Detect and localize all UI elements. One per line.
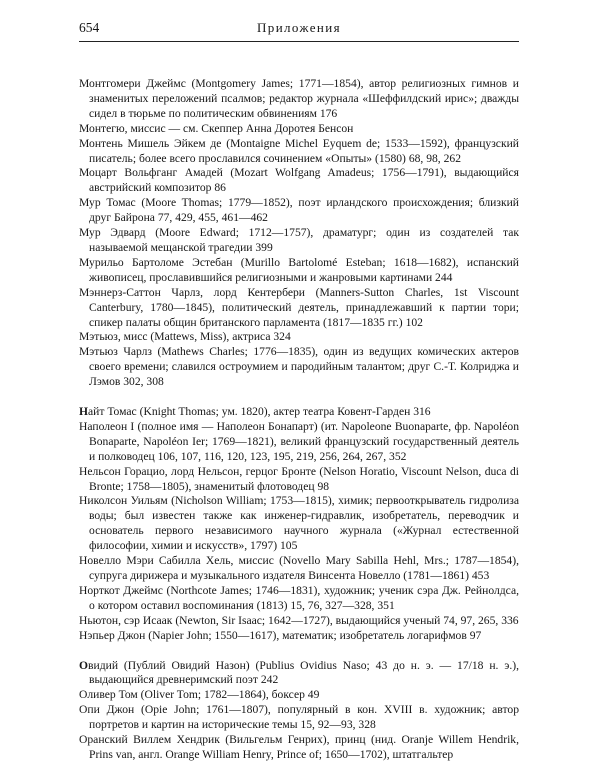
index-entry <box>79 166 519 196</box>
index-entry-text: Оранский Виллем Хендрик (Вильгельм Генрих), принц (нид. Oranje Willem Hendrik, Prins van, англ. Orange William Henry, Prince of; 1650—1702), штатгальтер <box>79 733 519 761</box>
index-entry <box>79 420 519 465</box>
index-entry <box>79 465 519 495</box>
index-entry-text: Ньютон, сэр Исаак (Newton, Sir Isaac; 1642—1727), выдающийся ученый 74, 97, 265, 336 <box>79 613 519 627</box>
index-entry <box>79 122 519 137</box>
index-section <box>79 405 519 644</box>
index-entry <box>79 703 519 733</box>
index-entry <box>79 226 519 256</box>
index-entry-text: Монтень Мишель Эйкем де (Montaigne Michel Eyquem de; 1533—1592), французский писатель; более всего прославился сочинением «Опыты» (1580) 68, 98, 262 <box>79 136 519 165</box>
index-entry-text: айт Томас (Knight Thomas; ум. 1820), актер театра Ковент-Гарден 316 <box>88 405 431 419</box>
index-entry <box>79 494 519 554</box>
index-entry-text: Монтегю, миссис — см. Скеппер Анна Доротея Бенсон <box>79 121 354 135</box>
index-entry <box>79 629 519 644</box>
index-entry <box>79 330 519 345</box>
index-entry-text: Мурильо Бартоломе Эстебан (Murillo Bartolomé Esteban; 1618—1682), испанский живописец, прославившийся религиозными и жанровыми картинами 244 <box>79 255 519 284</box>
index-entry-text: Наполеон I (полное имя — Наполеон Бонапарт) (ит. Napoleone Buonaparte, фр. Napoléon Bonaparte, Napoléon Ier; 1769—1821), великий французский государственный деятель и полководец 106, 107, 116, 120, 123, 195, 219, 256, 264, 267, 352 <box>79 419 519 463</box>
index-entry-text: видий (Публий Овидий Назон) (Publius Ovidius Naso; 43 до н. э. — 17/18 н. э.), выдающийся древнеримский поэт 242 <box>88 658 519 687</box>
index-entry-text: Николсон Уильям (Nicholson William; 1753—1815), химик; первооткрыватель гидролиза воды; был известен также как инженер-гидравлик, изобретатель, переводчик и основатель первого независимого научного журнала («Журнал естественной философии, химии и искусств», 1797) 105 <box>79 494 519 553</box>
index-entry-text: Норткот Джеймс (Northcote James; 1746—1831), художник; ученик сэра Дж. Рейнолдса, о котором оставил воспоминания (1813) 15, 76, 327—328, 351 <box>79 583 519 612</box>
index-content <box>79 77 519 763</box>
index-section <box>79 77 519 390</box>
index-entry-text: Новелло Мэри Сабилла Хель, миссис (Novello Mary Sabilla Hehl, Mrs.; 1787—1854), супруга дирижера и музыкального издателя Винсента Новелло (1781—1861) 453 <box>79 554 519 582</box>
index-entry <box>79 584 519 614</box>
index-entry-text: Мур Томас (Moore Thomas; 1779—1852), поэт ирландского происхождения; близкий друг Байрона 77, 429, 455, 461—462 <box>79 196 519 225</box>
index-entry-text: Оливер Том (Oliver Tom; 1782—1864), боксер 49 <box>79 688 320 702</box>
index-section <box>79 659 519 763</box>
header-rule <box>79 41 519 42</box>
index-entry <box>79 733 519 763</box>
index-entry <box>79 196 519 226</box>
index-entry <box>79 614 519 629</box>
index-entry-text: Мэтьюз Чарлз (Mathews Charles; 1776—1835), один из ведущих комических актеров своего времени; славился остроумием и пародийным талантом; друг С.-Т. Колриджа и Лэмов 302, 308 <box>79 345 519 389</box>
index-entry-text: Моцарт Вольфганг Амадей (Mozart Wolfgang Amadeus; 1756—1791), выдающийся австрийский композитор 86 <box>79 166 519 195</box>
index-entry-text: Монтгомери Джеймс (Montgomery James; 1771—1854), автор религиозных гимнов и знаменитых переложений псалмов; редактор журнала «Шеффилдский ирис»; дважды сидел в тюрьме по политическим обвинениям 176 <box>79 77 519 120</box>
index-entry <box>79 256 519 286</box>
index-entry-text: Нельсон Горацио, лорд Нельсон, герцог Бронте (Nelson Horatio, Viscount Nelson, duca di Bronte; 1758—1805), знаменитый флотоводец 98 <box>79 464 519 493</box>
index-entry <box>79 659 519 689</box>
section-initial-letter: О <box>79 658 89 672</box>
index-entry <box>79 688 519 703</box>
running-title: Приложения <box>257 20 341 35</box>
page-header <box>79 20 519 40</box>
page-number: 654 <box>79 20 100 35</box>
index-entry-text: Мэннерз-Саттон Чарлз, лорд Кентербери (Manners-Sutton Charles, 1st Viscount Canterbury, 1780—1845), политический деятель, принадлежавший к партии тори; спикер палаты общин британского парламента (1817—1835 гг.) 102 <box>79 285 519 329</box>
index-entry-text: Мэтьюз, мисс (Mattews, Miss), актриса 324 <box>79 330 291 344</box>
index-entry-text: Опи Джон (Opie John; 1761—1807), популярный в кон. XVIII в. художник; автор портретов и картин на исторические темы 15, 92—93, 328 <box>79 703 519 732</box>
index-entry <box>79 345 519 390</box>
index-entry <box>79 286 519 331</box>
index-entry <box>79 554 519 584</box>
section-initial-letter: Н <box>79 405 89 419</box>
index-entry <box>79 77 519 122</box>
index-entry-text: Нэпьер Джон (Napier John; 1550—1617), математик; изобретатель логарифмов 97 <box>79 628 482 642</box>
index-entry <box>79 405 519 420</box>
index-entry <box>79 137 519 167</box>
index-entry-text: Мур Эдвард (Moore Edward; 1712—1757), драматург; один из создателей так называемой мещанской трагедии 399 <box>79 226 519 254</box>
